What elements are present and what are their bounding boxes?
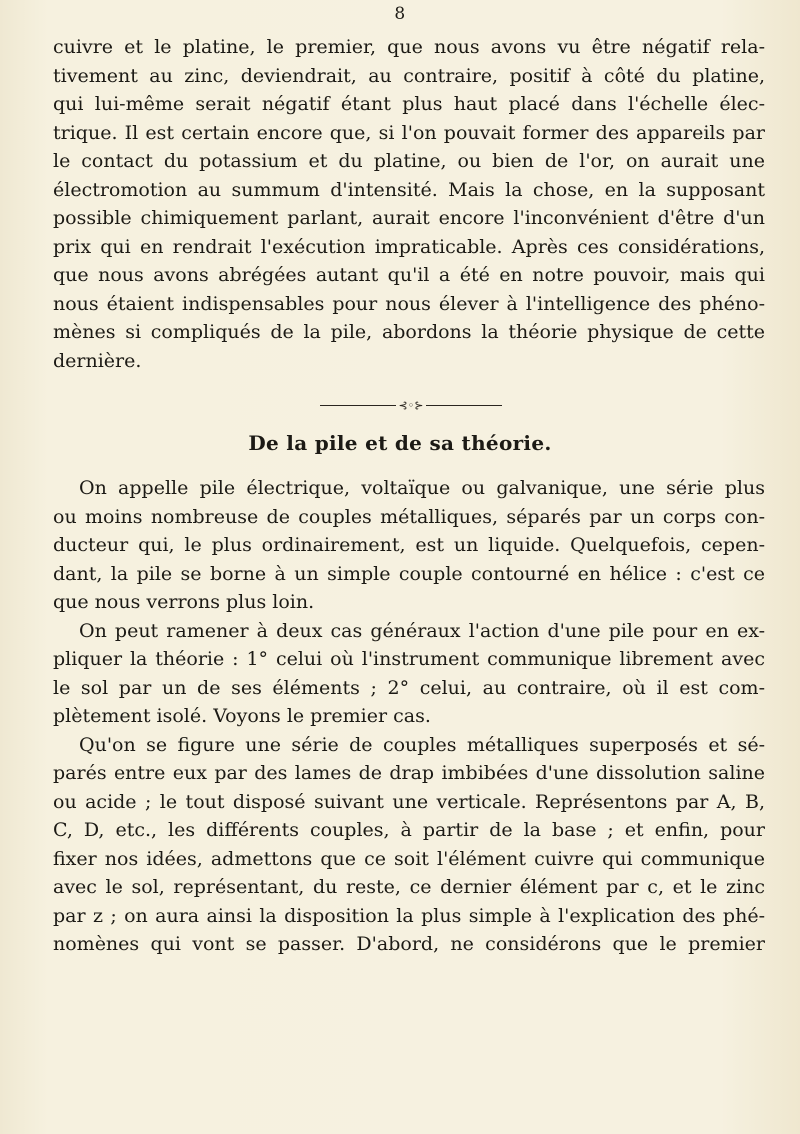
text-line: ducteur qui, le plus ordinairement, est un liquide. Quelquefois, cepen-: [53, 534, 765, 556]
text-line: plètement isolé. Voyons le premier cas.: [53, 705, 431, 727]
text-line: possible chimiquement parlant, aurait encore l'inconvénient d'être d'un: [53, 207, 765, 229]
text-line: qui lui-même serait négatif étant plus haut placé dans l'échelle élec-: [53, 93, 765, 115]
text-line: cuivre et le platine, le premier, que nous avons vu être négatif rela-: [53, 36, 765, 58]
text-line: prix qui en rendrait l'exécution impraticable. Après ces considérations,: [53, 235, 765, 258]
text-line: fixer nos idées, admettons que ce soit l'élément cuivre qui communique: [53, 847, 765, 870]
paragraph-body: [53, 474, 765, 959]
text-line: dant, la pile se borne à un simple couple contourné en hélice : c'est ce: [53, 562, 765, 585]
text-line: que nous avons abrégées autant qu'il a été en notre pouvoir, mais qui: [53, 264, 765, 286]
text-line: nomènes qui vont se passer. D'abord, ne considérons que le premier: [53, 933, 765, 955]
text-line: tivement au zinc, deviendrait, au contraire, positif à côté du platine,: [53, 64, 765, 87]
section-heading: De la pile et de sa théorie.: [248, 431, 552, 455]
divider-rule-right: [426, 405, 502, 406]
text-line: le contact du potassium et du platine, ou bien de l'or, on aurait une: [53, 150, 765, 172]
text-line: avec le sol, représentant, du reste, ce dernier élément par c, et le zinc: [53, 876, 765, 898]
text-line: trique. Il est certain encore que, si l'on pouvait former des appareils par: [53, 121, 765, 144]
divider-rule-left: [320, 405, 396, 406]
text-line: C, D, etc., les différents couples, à partir de la base ; et enfin, pour: [53, 819, 765, 841]
text-line: On peut ramener à deux cas généraux l'action d'une pile pour en ex-: [79, 619, 765, 642]
text-line: parés entre eux par des lames de drap imbibées d'une dissolution saline: [53, 762, 765, 784]
text-line: le sol par un de ses éléments ; 2° celui, au contraire, où il est com-: [53, 676, 765, 699]
text-line: On appelle pile électrique, voltaïque ou galvanique, une série plus: [79, 477, 765, 499]
text-line: ou moins nombreuse de couples métalliques, séparés par un corps con-: [53, 505, 765, 528]
text-line: que nous verrons plus loin.: [53, 591, 315, 613]
text-line: ou acide ; le tout disposé suivant une verticale. Représentons par A, B,: [53, 790, 765, 813]
text-line: mènes si compliqués de la pile, abordons la théorie physique de cette: [53, 321, 765, 343]
text-line: nous étaient indispensables pour nous élever à l'intelligence des phéno-: [53, 292, 765, 315]
section-divider-ornament: [320, 401, 502, 410]
page-number: 8: [394, 4, 406, 24]
text-line: Qu'on se figure une série de couples métalliques superposés et sé-: [79, 733, 765, 756]
paragraph-intro: [53, 33, 765, 375]
text-line: par z ; on aura ainsi la disposition la plus simple à l'explication des phé-: [53, 904, 765, 927]
text-line: dernière.: [53, 349, 142, 372]
ornament-icon: ⊰◦⊱: [398, 399, 424, 412]
text-line: pliquer la théorie : 1° celui où l'instrument communique librement avec: [53, 648, 765, 670]
text-line: électromotion au summum d'intensité. Mais la chose, en la supposant: [53, 178, 765, 201]
